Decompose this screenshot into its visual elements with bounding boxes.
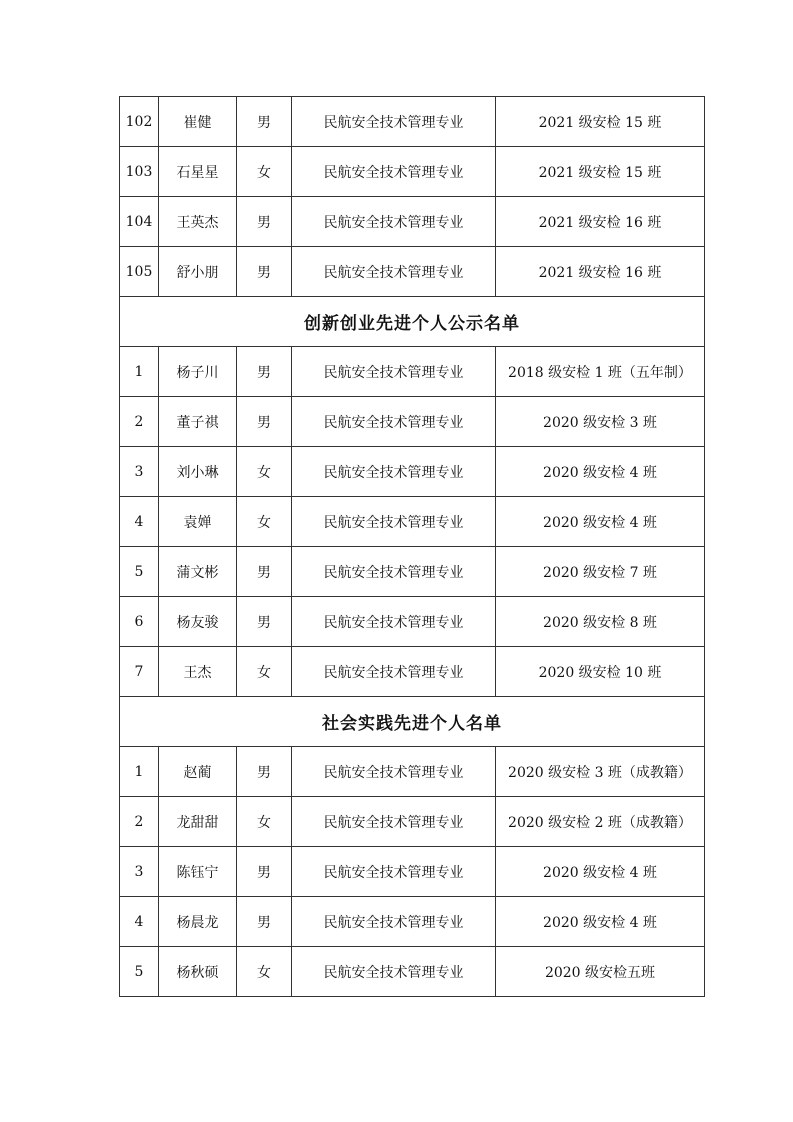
cell-class: 2020 级安检 3 班（成教籍） — [496, 747, 705, 797]
table-row — [120, 347, 705, 397]
cell-gender: 女 — [237, 647, 292, 697]
roster-table — [119, 96, 705, 997]
cell-major: 民航安全技术管理专业 — [292, 247, 496, 297]
cell-name: 杨子川 — [159, 347, 237, 397]
cell-number: 2 — [120, 797, 159, 847]
cell-class: 2020 级安检 7 班 — [496, 547, 705, 597]
table-row — [120, 897, 705, 947]
cell-name: 石星星 — [159, 147, 237, 197]
cell-class: 2020 级安检 4 班 — [496, 447, 705, 497]
table-row — [120, 947, 705, 997]
cell-major: 民航安全技术管理专业 — [292, 397, 496, 447]
table-row — [120, 397, 705, 447]
cell-class: 2020 级安检 4 班 — [496, 497, 705, 547]
cell-number: 3 — [120, 847, 159, 897]
cell-gender: 男 — [237, 897, 292, 947]
cell-class: 2020 级安检 2 班（成教籍） — [496, 797, 705, 847]
cell-gender: 男 — [237, 747, 292, 797]
cell-major: 民航安全技术管理专业 — [292, 597, 496, 647]
cell-number: 3 — [120, 447, 159, 497]
cell-number: 102 — [120, 97, 159, 147]
table-row — [120, 147, 705, 197]
cell-name: 董子祺 — [159, 397, 237, 447]
cell-gender: 男 — [237, 97, 292, 147]
cell-name: 舒小朋 — [159, 247, 237, 297]
section-title-row — [120, 297, 705, 347]
cell-class: 2021 级安检 15 班 — [496, 147, 705, 197]
cell-number: 7 — [120, 647, 159, 697]
table-row — [120, 97, 705, 147]
table-row — [120, 797, 705, 847]
cell-number: 4 — [120, 897, 159, 947]
cell-major: 民航安全技术管理专业 — [292, 97, 496, 147]
cell-class: 2020 级安检 4 班 — [496, 847, 705, 897]
cell-gender: 女 — [237, 147, 292, 197]
table-row — [120, 197, 705, 247]
table-row — [120, 847, 705, 897]
cell-gender: 女 — [237, 797, 292, 847]
cell-number: 103 — [120, 147, 159, 197]
cell-name: 崔健 — [159, 97, 237, 147]
cell-major: 民航安全技术管理专业 — [292, 147, 496, 197]
cell-class: 2018 级安检 1 班（五年制） — [496, 347, 705, 397]
cell-major: 民航安全技术管理专业 — [292, 897, 496, 947]
cell-major: 民航安全技术管理专业 — [292, 547, 496, 597]
cell-number: 6 — [120, 597, 159, 647]
cell-major: 民航安全技术管理专业 — [292, 947, 496, 997]
cell-gender: 男 — [237, 247, 292, 297]
cell-name: 杨晨龙 — [159, 897, 237, 947]
cell-major: 民航安全技术管理专业 — [292, 847, 496, 897]
cell-class: 2021 级安检 16 班 — [496, 247, 705, 297]
roster-table-body — [120, 97, 705, 997]
table-row — [120, 647, 705, 697]
cell-major: 民航安全技术管理专业 — [292, 197, 496, 247]
cell-name: 赵蔺 — [159, 747, 237, 797]
section-title: 创新创业先进个人公示名单 — [120, 297, 705, 347]
cell-major: 民航安全技术管理专业 — [292, 647, 496, 697]
cell-name: 王英杰 — [159, 197, 237, 247]
cell-class: 2020 级安检五班 — [496, 947, 705, 997]
cell-name: 龙甜甜 — [159, 797, 237, 847]
cell-name: 刘小琳 — [159, 447, 237, 497]
table-row — [120, 447, 705, 497]
cell-name: 杨秋硕 — [159, 947, 237, 997]
table-row — [120, 547, 705, 597]
cell-number: 1 — [120, 347, 159, 397]
cell-gender: 女 — [237, 447, 292, 497]
cell-class: 2020 级安检 3 班 — [496, 397, 705, 447]
cell-number: 105 — [120, 247, 159, 297]
cell-gender: 男 — [237, 347, 292, 397]
cell-class: 2020 级安检 8 班 — [496, 597, 705, 647]
cell-number: 2 — [120, 397, 159, 447]
cell-name: 王杰 — [159, 647, 237, 697]
cell-name: 杨友骏 — [159, 597, 237, 647]
cell-major: 民航安全技术管理专业 — [292, 497, 496, 547]
cell-name: 蒲文彬 — [159, 547, 237, 597]
cell-number: 104 — [120, 197, 159, 247]
cell-gender: 男 — [237, 197, 292, 247]
cell-major: 民航安全技术管理专业 — [292, 347, 496, 397]
cell-gender: 男 — [237, 597, 292, 647]
cell-gender: 男 — [237, 847, 292, 897]
cell-number: 5 — [120, 547, 159, 597]
cell-gender: 男 — [237, 547, 292, 597]
cell-name: 陈钰宁 — [159, 847, 237, 897]
table-row — [120, 747, 705, 797]
cell-class: 2021 级安检 15 班 — [496, 97, 705, 147]
cell-gender: 女 — [237, 497, 292, 547]
cell-major: 民航安全技术管理专业 — [292, 747, 496, 797]
cell-class: 2020 级安检 4 班 — [496, 897, 705, 947]
cell-number: 5 — [120, 947, 159, 997]
cell-number: 4 — [120, 497, 159, 547]
table-row — [120, 247, 705, 297]
cell-name: 袁婵 — [159, 497, 237, 547]
cell-major: 民航安全技术管理专业 — [292, 447, 496, 497]
table-row — [120, 497, 705, 547]
cell-major: 民航安全技术管理专业 — [292, 797, 496, 847]
cell-class: 2021 级安检 16 班 — [496, 197, 705, 247]
cell-number: 1 — [120, 747, 159, 797]
section-title: 社会实践先进个人名单 — [120, 697, 705, 747]
cell-gender: 女 — [237, 947, 292, 997]
cell-class: 2020 级安检 10 班 — [496, 647, 705, 697]
cell-gender: 男 — [237, 397, 292, 447]
table-row — [120, 597, 705, 647]
section-title-row — [120, 697, 705, 747]
